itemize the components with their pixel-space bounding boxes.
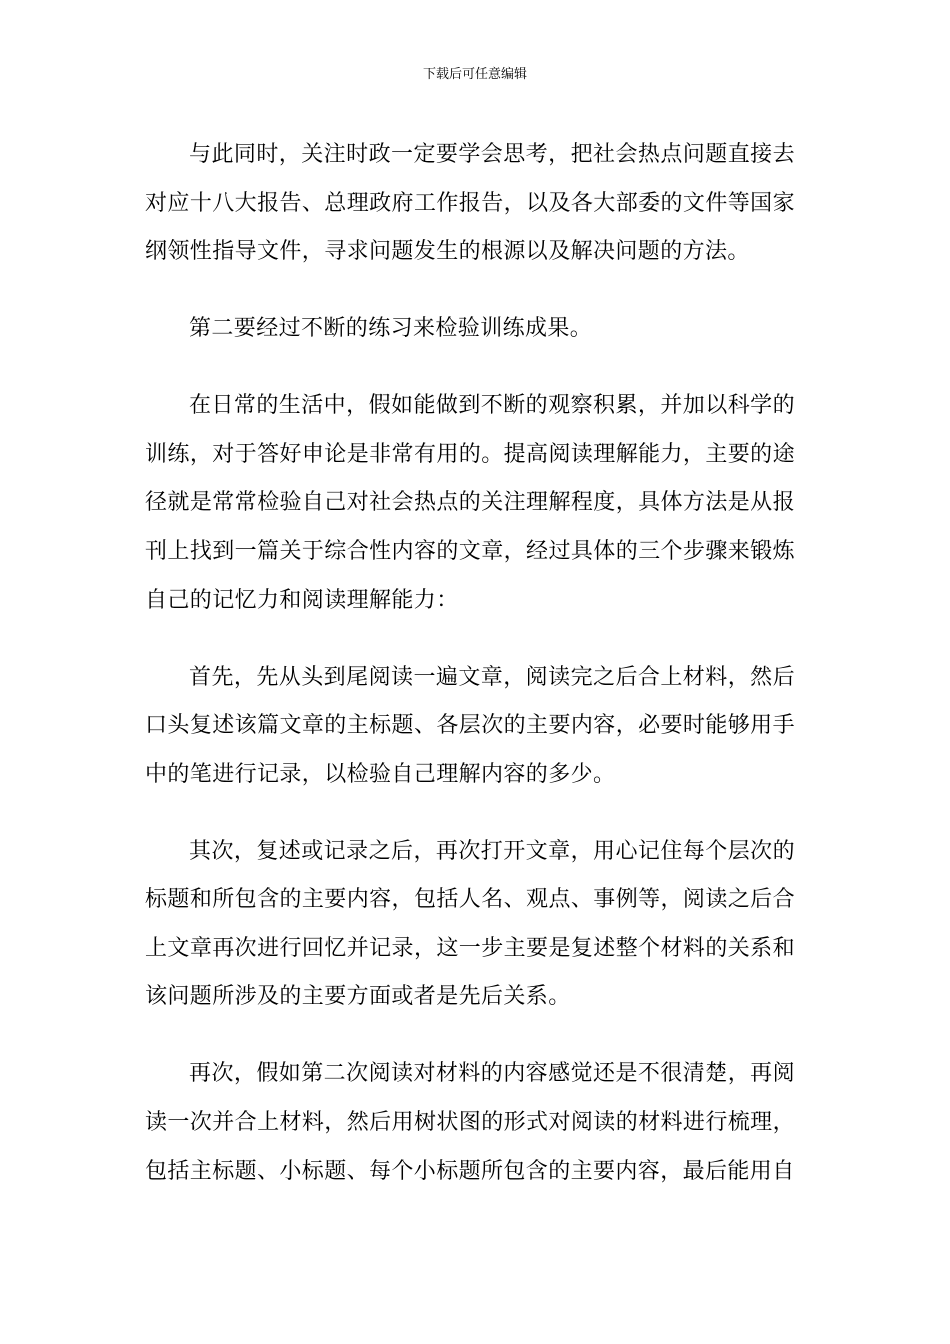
paragraph-step-second: 其次，复述或记录之后，再次打开文章，用心记住每个层次的标题和所包含的主要内容，包括人名、观点、事例等，阅读之后合上文章再次进行回忆并记录，这一步主要是复述整个材料的关系和该问题所涉及的主要方面或者是先后关系。 — [145, 838, 795, 1010]
paragraph-step-first: 首先，先从头到尾阅读一遍文章，阅读完之后合上材料，然后口头复述该篇文章的主标题、各层次的主要内容，必要时能够用手中的笔进行记录，以检验自己理解内容的多少。 — [145, 664, 795, 787]
paragraph-second-point: 第二要经过不断的练习来检验训练成果。 — [189, 316, 593, 342]
page-header: 下载后可任意编辑 — [422, 67, 527, 82]
paragraph-current-affairs: 与此同时，关注时政一定要学会思考，把社会热点问题直接去对应十八大报告、总理政府工作报告，以及各大部委的文件等国家纲领性指导文件，寻求问题发生的根源以及解决问题的方法。 — [145, 142, 795, 265]
document-body — [145, 131, 795, 1196]
paragraph-daily-practice: 在日常的生活中，假如能做到不断的观察积累，并加以科学的训练，对于答好申论是非常有用的。提高阅读理解能力，主要的途径就是常常检验自己对社会热点的关注理解程度，具体方法是从报刊上找到一篇关于综合性内容的文章，经过具体的三个步骤来锻炼自己的记忆力和阅读理解能力： — [145, 393, 795, 613]
paragraph-step-third: 再次，假如第二次阅读对材料的内容感觉还是不很清楚，再阅读一次并合上材料，然后用树状图的形式对阅读的材料进行梳理，包括主标题、小标题、每个小标题所包含的主要内容，最后能用自 — [145, 1061, 795, 1184]
